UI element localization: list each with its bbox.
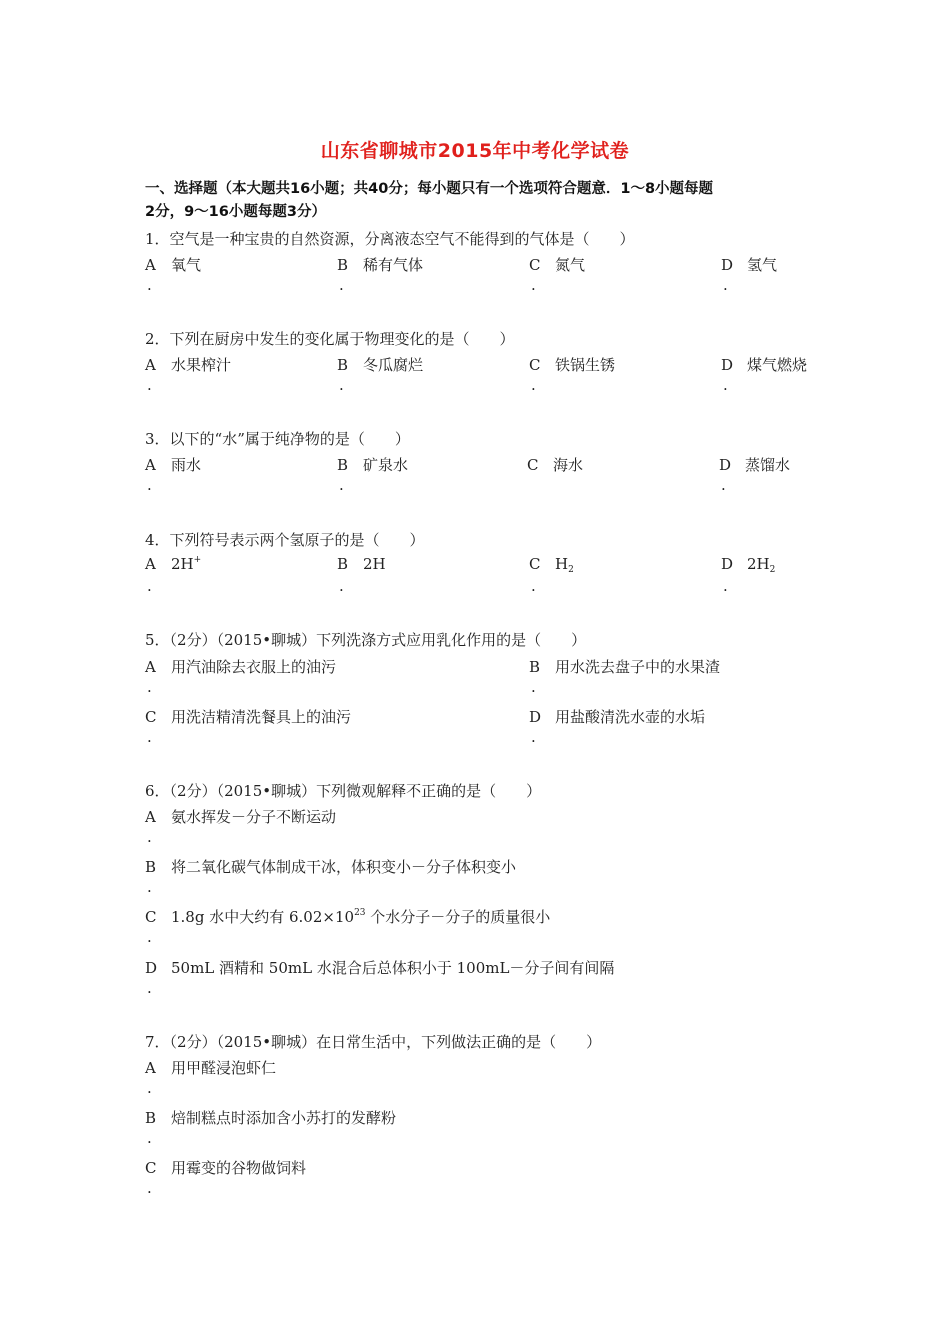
q3-option-b: B 矿泉水 (337, 456, 409, 474)
q2-option-a: A 水果榨汁 (145, 356, 232, 374)
q5-option-a: A 用汽油除去衣服上的油污 (145, 658, 337, 676)
q4-option-a: A 2H+ (145, 555, 202, 573)
q2-option-b: B 冬瓜腐烂 (337, 356, 424, 374)
q3-option-c: C 海水 (527, 456, 584, 474)
q7-dot-c: . (147, 1179, 152, 1197)
q1-option-c: C 氮气 (529, 256, 586, 274)
question-7-stem: 7．（2分）（2015•聊城）在日常生活中，下列做法正确的是（ ） (145, 1033, 602, 1051)
q1-dot-c: . (531, 276, 536, 294)
q6-option-c: C 1.8g 水中大约有 $6.02\times 10^{23}$ 个水分子－分子的质量很小 (145, 908, 551, 926)
q6-dot-a: . (147, 828, 152, 846)
q2-option-c: C 铁锅生锈 (529, 356, 616, 374)
q5-dot-c: . (147, 728, 152, 746)
q7-dot-b: . (147, 1129, 152, 1147)
q5-dot-d: . (531, 728, 536, 746)
q4-option-b: B 2H (337, 555, 386, 573)
q1-option-b: B 稀有气体 (337, 256, 424, 274)
q2-dot-b: . (339, 376, 344, 394)
q4-option-c: C $H_2$ (529, 555, 574, 575)
q3-dot-a: . (147, 476, 152, 494)
question-1-stem: 1．空气是一种宝贵的自然资源，分离液态空气不能得到的气体是（ ） (145, 230, 635, 248)
q3-dot-d: . (721, 476, 726, 494)
exam-title: 山东省聊城市2015年中考化学试卷 (320, 140, 630, 162)
question-2-stem: 2．下列在厨房中发生的变化属于物理变化的是（ ） (145, 330, 515, 348)
q2-dot-a: . (147, 376, 152, 394)
q6-dot-c: . (147, 928, 152, 946)
q4-dot-d: . (723, 577, 728, 595)
q5-dot-a: . (147, 678, 152, 696)
q2-dot-c: . (531, 376, 536, 394)
q3-dot-b: . (339, 476, 344, 494)
q6-dot-b: . (147, 878, 152, 896)
q5-option-c: C 用洗洁精清洗餐具上的油污 (145, 708, 352, 726)
q1-option-a: A 氧气 (145, 256, 202, 274)
q4-dot-c: . (531, 577, 536, 595)
q5-dot-b: . (531, 678, 536, 696)
q1-dot-b: . (339, 276, 344, 294)
q6-option-d: D 50mL 酒精和 50mL 水混合后总体积小于 100mL－分子间有间隔 (145, 959, 615, 977)
q5-option-b: B 用水洗去盘子中的水果渣 (529, 658, 721, 676)
section-heading-line2: 2分，9～16小题每题3分） (145, 204, 326, 220)
q2-option-d: D 煤气燃烧 (721, 356, 808, 374)
q4-dot-b: . (339, 577, 344, 595)
q7-option-a: A 用甲醛浸泡虾仁 (145, 1059, 277, 1077)
q5-option-d: D 用盐酸清洗水壶的水垢 (529, 708, 706, 726)
question-4-stem: 4．下列符号表示两个氢原子的是（ ） (145, 531, 425, 549)
q7-option-b: B 焙制糕点时添加含小苏打的发酵粉 (145, 1109, 397, 1127)
q6-option-b: B 将二氧化碳气体制成干冰，体积变小－分子体积变小 (145, 858, 517, 876)
q7-dot-a: . (147, 1079, 152, 1097)
question-3-stem: 3．以下的“水”属于纯净物的是（ ） (145, 430, 410, 448)
section-heading-line1: 一、选择题（本大题共16小题；共40分；每小题只有一个选项符合题意．1～8小题每题 (145, 181, 714, 197)
q4-dot-a: . (147, 577, 152, 595)
question-5-stem: 5．（2分）（2015•聊城）下列洗涤方式应用乳化作用的是（ ） (145, 631, 587, 649)
section-heading (145, 178, 825, 224)
q4-option-d: D $2H_2$ (721, 555, 776, 575)
q3-option-a: A 雨水 (145, 456, 202, 474)
q1-dot-d: . (723, 276, 728, 294)
q3-option-d: D 蒸馏水 (719, 456, 791, 474)
q2-dot-d: . (723, 376, 728, 394)
question-6-stem: 6．（2分）（2015•聊城）下列微观解释不正确的是（ ） (145, 782, 542, 800)
q1-option-d: D 氢气 (721, 256, 778, 274)
q7-option-c: C 用霉变的谷物做饲料 (145, 1159, 307, 1177)
q1-dot-a: . (147, 276, 152, 294)
q6-dot-d: . (147, 979, 152, 997)
q6-option-a: A 氨水挥发－分子不断运动 (145, 808, 337, 826)
